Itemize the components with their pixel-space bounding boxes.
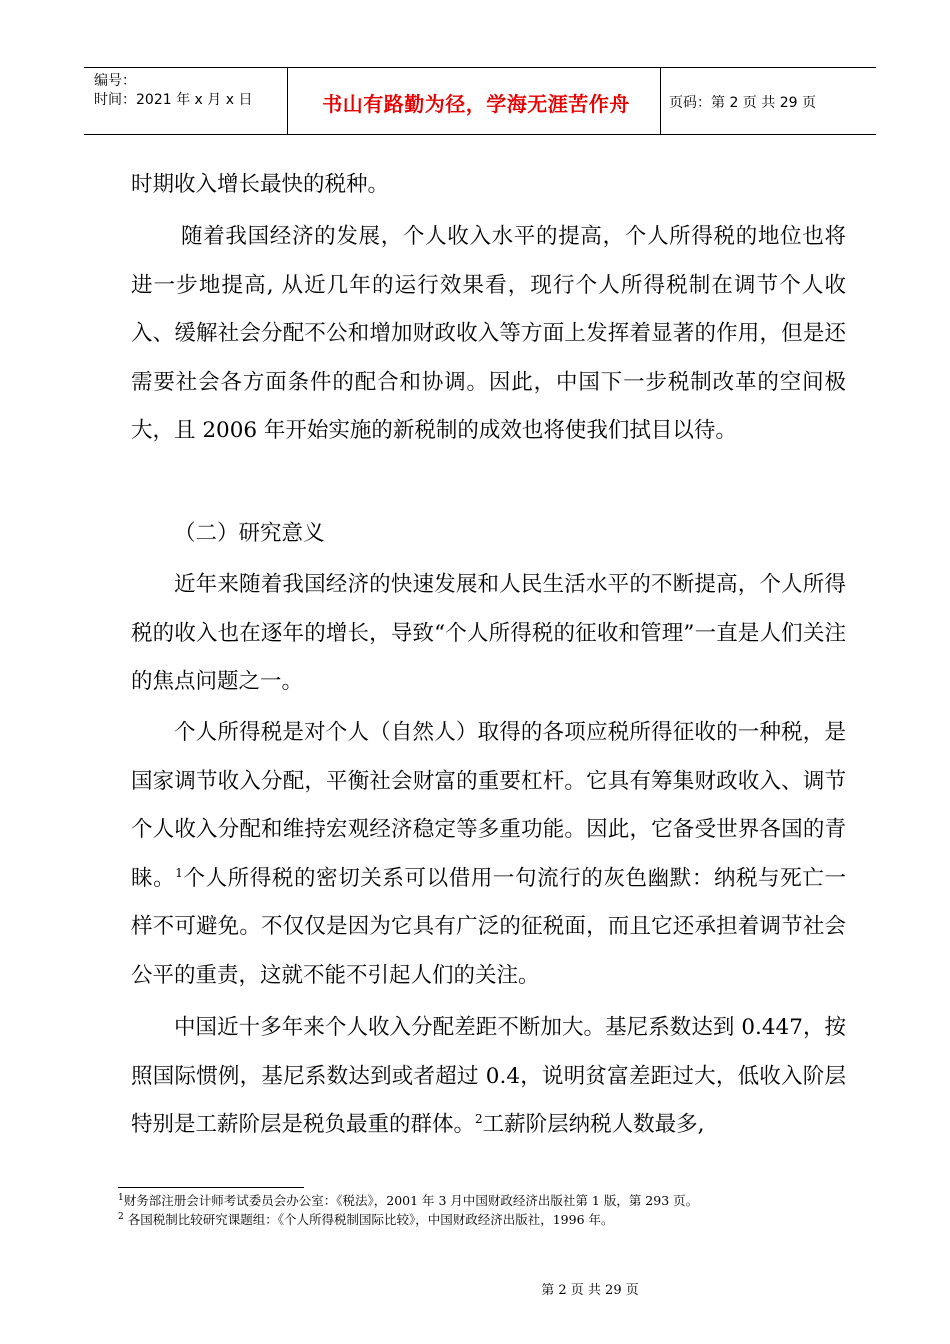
header-motto: 书山有路勤为径，学海无涯苦作舟 bbox=[322, 92, 630, 116]
page-header bbox=[84, 67, 876, 135]
footnote-2-text: 各国税制比较研究课题组：《个人所得税制国际比较》，中国财政经济出版社，1996 年。 bbox=[123, 1212, 614, 1227]
footnote-1-mark: 1 bbox=[118, 1192, 124, 1203]
footnote-1 bbox=[118, 1193, 698, 1209]
continued-line: 时期收入增长最快的税种。 bbox=[131, 172, 390, 197]
paragraph-2: 近年来随着我国经济的快速发展和人民生活水平的不断提高，个人所得税的收入也在逐年的增长，导致“个人所得税的征收和管理”一直是人们关注的焦点问题之一。 bbox=[131, 572, 846, 694]
paragraph-4 bbox=[131, 1004, 846, 1150]
paragraph-1: 随着我国经济的发展，个人收入水平的提高，个人所得税的地位也将进一步地提高, 从近几年的运行效果看，现行个人所得税制在调节个人收入、缓解社会分配不公和增加财政收入等方面上发挥着显著的作用，但是还需要社会各方面条件的配合和协调。因此，中国下一步税制改革的空间极大，且 2006 年开始实施的新税制的成效也将使我们拭目以待。 bbox=[131, 224, 846, 443]
section-heading: （二）研究意义 bbox=[174, 521, 325, 546]
paragraph-3 bbox=[131, 709, 846, 1000]
paragraph-4-text-b: 工薪阶层纳税人数最多, bbox=[482, 1112, 705, 1137]
footnote-1-text: 财务部注册会计师考试委员会办公室：《税法》，2001 年 3 月中国财政经济出版社第 1 版，第 293 页。 bbox=[123, 1193, 699, 1208]
paragraph-3-text-b: 个人所得税的密切关系可以借用一句流行的灰色幽默：纳税与死亡一样不可避免。不仅仅是因为它具有广泛的征税面，而且它还承担着调节社会公平的重责，这就不能不引起人们的关注。 bbox=[131, 865, 846, 988]
header-time-label: 时间：2021 年 x 月 x 日 bbox=[94, 92, 253, 108]
paragraph-4-text-a: 中国近十多年来个人收入分配差距不断加大。基尼系数达到 0.447，按照国际惯例，基尼系数达到或者超过 0.4，说明贫富差距过大，低收入阶层特别是工薪阶层是税负最重的群体。 bbox=[131, 1015, 846, 1137]
footnote-separator bbox=[118, 1187, 304, 1188]
footnote-2 bbox=[118, 1212, 614, 1228]
paragraph-3-text-a: 个人所得税是对个人（自然人）取得的各项应税所得征收的一种税，是国家调节收入分配，平衡社会财富的重要杠杆。它具有筹集财政收入、调节个人收入分配和维持宏观经济稳定等多重功能。因此，它备受世界各国的青睐。 bbox=[131, 720, 846, 891]
header-page-label: 页码：第 2 页 共 29 页 bbox=[669, 95, 816, 111]
footnote-ref-1[interactable]: 1 bbox=[175, 865, 183, 880]
header-id-label: 编号： bbox=[94, 73, 136, 89]
header-meta bbox=[94, 72, 252, 110]
page-footer: 第 2 页 共 29 页 bbox=[541, 1283, 639, 1298]
footnote-ref-2[interactable]: 2 bbox=[475, 1111, 483, 1126]
footnote-2-mark: 2 bbox=[118, 1211, 124, 1222]
